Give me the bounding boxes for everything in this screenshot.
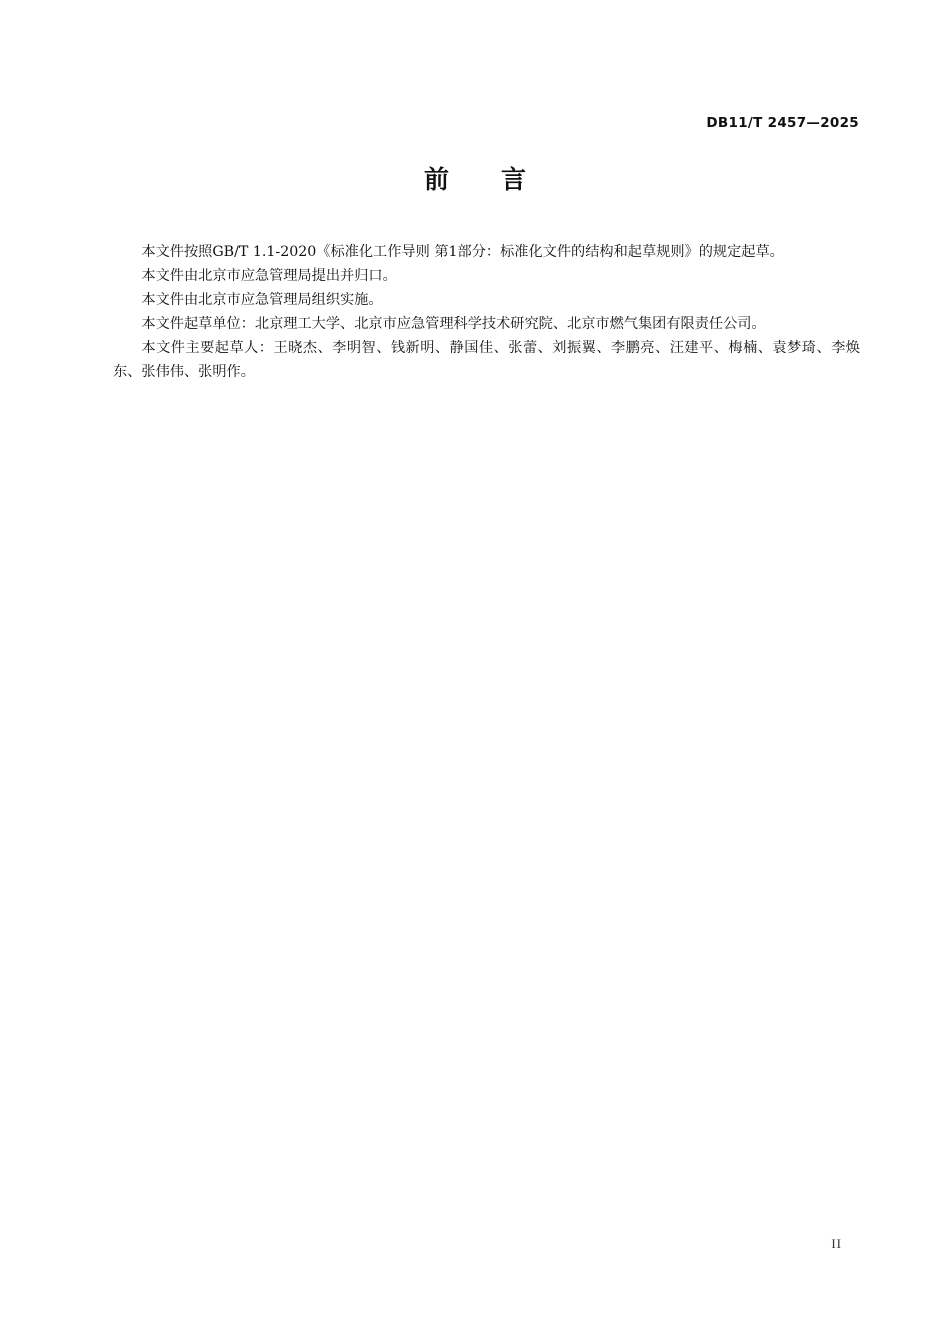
paragraph-proposer: 本文件由北京市应急管理局提出并归口。 xyxy=(141,268,397,284)
document-code: DB11/T 2457—2025 xyxy=(706,115,859,131)
title-char-2: 言 xyxy=(501,165,527,194)
foreword-body xyxy=(113,240,860,384)
page-number: II xyxy=(831,1236,842,1251)
paragraph-drafting-units: 本文件起草单位：北京理工大学、北京市应急管理科学技术研究院、北京市燃气集团有限责任公司。 xyxy=(141,316,766,332)
paragraph-drafters: 本文件主要起草人：王晓杰、李明智、钱新明、静国佳、张蕾、刘振翼、李鹏亮、汪建平、梅楠、袁梦琦、李焕东、张伟伟、张明作。 xyxy=(113,340,860,380)
paragraph-standard-reference: 本文件按照GB/T 1.1-2020《标准化工作导则 第1部分：标准化文件的结构和起草规则》的规定起草。 xyxy=(141,244,784,260)
paragraph-implementer: 本文件由北京市应急管理局组织实施。 xyxy=(141,292,383,308)
page-title xyxy=(0,160,950,196)
title-char-1: 前 xyxy=(423,165,449,194)
